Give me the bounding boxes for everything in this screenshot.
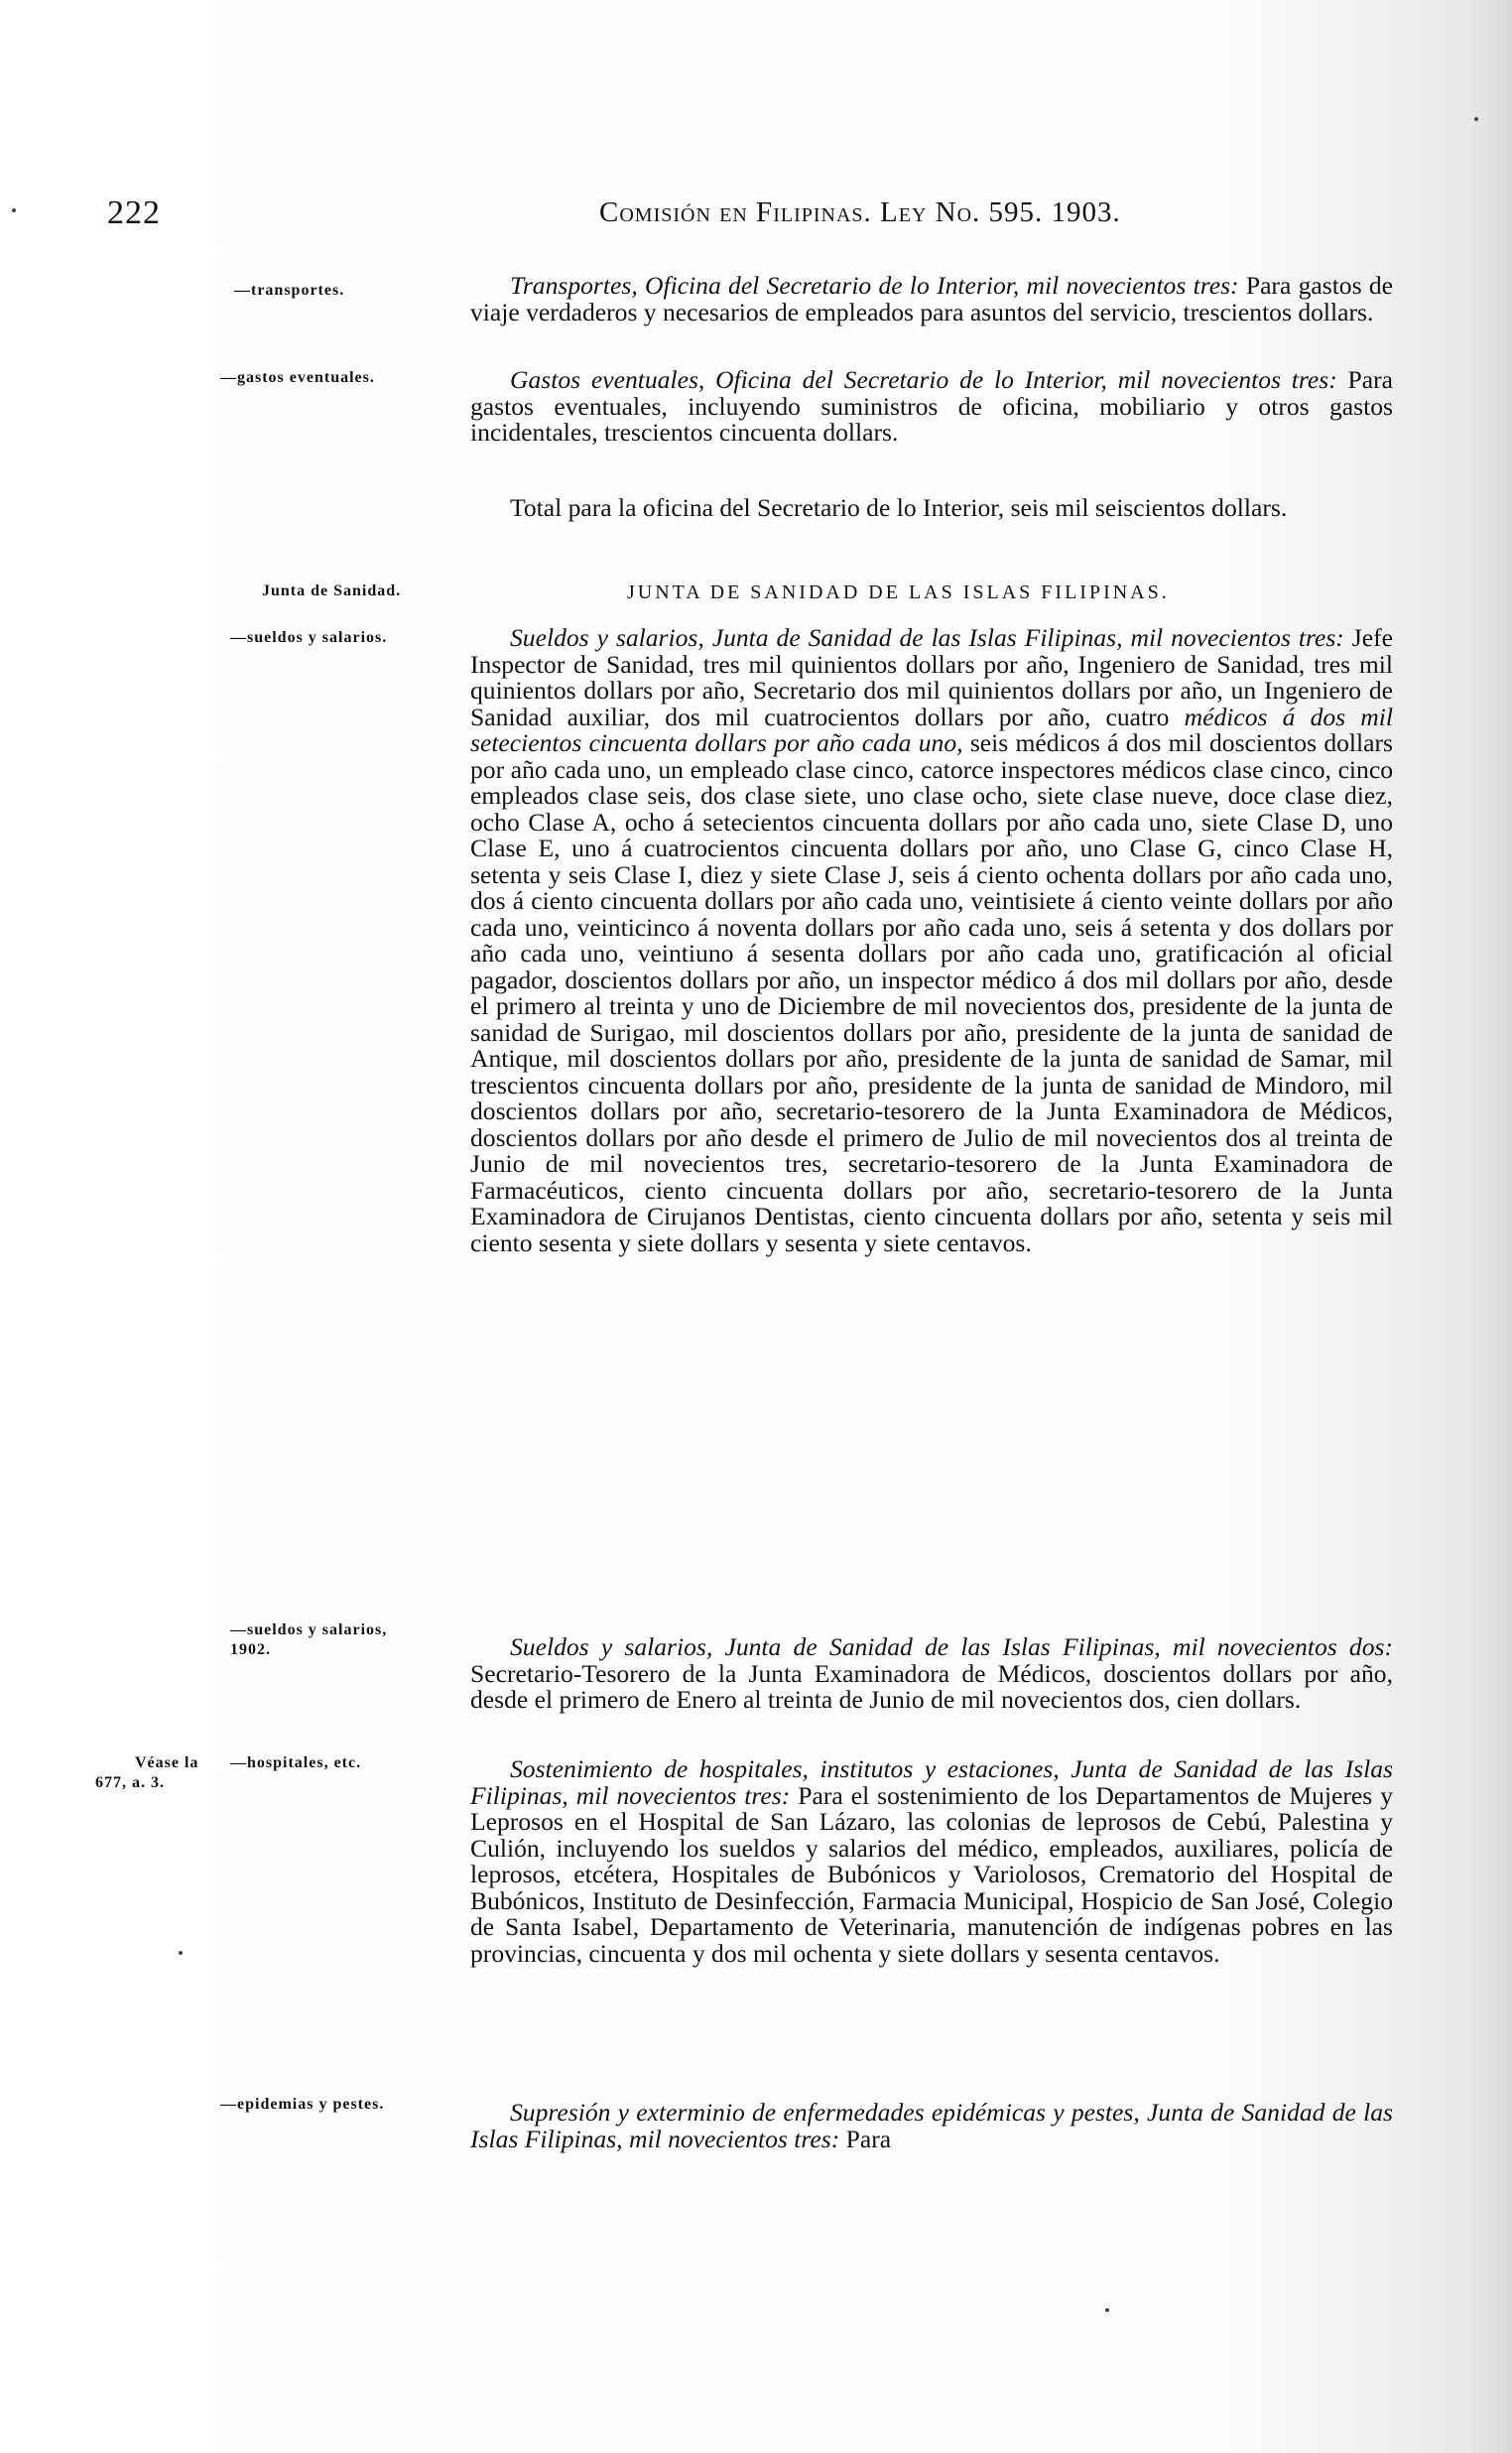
paragraph-lead: Sueldos y salarios, Junta de Sanidad de las Islas Filipinas, mil novecientos tres:: [510, 623, 1344, 652]
ink-speck: [1474, 117, 1478, 121]
margin-note-sueldos-1902-a: —sueldos y salarios,: [230, 1621, 388, 1638]
page-number: 222: [107, 194, 161, 231]
paragraph-body: Para gastos de viaje verdaderos y necesarios de empleados para asuntos del servicio, trescientos dollars.: [470, 271, 1393, 326]
paragraph-sueldos: [470, 625, 1393, 1256]
paragraph-body: Para el sostenimiento de los Departamentos de Mujeres y Leprosos en el Hospital de San Lázaro, las colonias de leprosos de Cebú, Palestina y Culión, incluyendo los sueldos y salarios del médico, empleados, auxiliares, policía de leprosos, etcétera, Hospitales de Bubónicos y Variolosos, Crematorio del Hospital de Bubónicos, Instituto de Desinfección, Farmacia Municipal, Hospicio de San José, Colegio de Santa Isabel, Departamento de Veterinaria, manutención de indígenas pobres en las provincias, cincuenta y dos mil ochenta y siete dollars y sesenta centavos.: [470, 1780, 1394, 1968]
paragraph-body: Secretario-Tesorero de la Junta Examinadora de Médicos, doscientos dollars por año, desde el primero de Enero al treinta de Junio de mil novecientos dos, cien dollars.: [470, 1658, 1393, 1714]
paragraph-transportes: [470, 273, 1393, 325]
paragraph-lead: Supresión y exterminio de enfermedades epidémicas y pestes, Junta de Sanidad de las Islas Filipinas, mil novecientos tres:: [470, 2098, 1393, 2153]
section-heading: JUNTA DE SANIDAD DE LAS ISLAS FILIPINAS.: [627, 581, 1170, 603]
paragraph-hospitales: [470, 1756, 1393, 1967]
ink-speck: [1105, 2308, 1109, 2312]
paragraph-body: Jefe Inspector de Sanidad, tres mil quinientos dollars por año, Ingeniero de Sanidad, tres mil quinientos dollars por año, Secretario dos mil quinientos dollars por año, un Ingeniero de Sanidad auxiliar, dos mil cuatrocientos dollars por año, cuatro: [470, 623, 1393, 731]
paragraph-gastos: [470, 367, 1393, 447]
running-head: Comisión en Filipinas. Ley No. 595. 1903.: [599, 196, 1121, 228]
margin-note-hospitales: —hospitales, etc.: [230, 1754, 362, 1771]
paragraph-lead: Sueldos y salarios, Junta de Sanidad de las Islas Filipinas, mil novecientos dos:: [510, 1632, 1393, 1661]
margin-note-sueldos: —sueldos y salarios.: [230, 629, 388, 646]
paragraph-lead: Gastos eventuales, Oficina del Secretario de lo Interior, mil novecientos tres:: [510, 365, 1337, 394]
margin-note-junta: Junta de Sanidad.: [262, 582, 402, 599]
paragraph-body: Para: [839, 2124, 892, 2153]
margin-note-gastos: —gastos eventuales.: [220, 369, 375, 386]
ink-speck: [12, 208, 16, 212]
margin-note-epidemias: —epidemias y pestes.: [220, 2096, 385, 2113]
paragraph-epidemias: [470, 2100, 1393, 2152]
ink-speck: [179, 1951, 183, 1955]
paragraph-body: Para gastos eventuales, incluyendo suministros de oficina, mobiliario y otros gastos incidentales, trescientos cincuenta dollars.: [470, 365, 1394, 447]
margin-note-sueldos-1902-b: 1902.: [230, 1641, 271, 1658]
margin-note-vease-a: Véase la: [135, 1754, 199, 1771]
paragraph-body: seis médicos á dos mil doscientos dollars por año cada uno, un empleado clase cinco, catorce inspectores médicos clase cinco, cinco empleados clase seis, dos clase siete, uno clase ocho, siete clase nueve, doce clase diez, ocho Clase A, ocho á setecientos cincuenta dollars por año cada uno, siete Clase D, uno Clase E, uno á cuatrocientos cincuenta dollars por año, uno Clase G, cinco Clase H, setenta y seis Clase I, diez y siete Clase J, seis á ciento ochenta dollars por año cada uno, dos á ciento cincuenta dollars por año cada uno, veintisiete á ciento veinte dollars por año cada uno, veinticinco á noventa dollars por año cada uno, seis á setenta y dos dollars por año cada uno, veintiuno á sesenta dollars por año cada uno, gratificación al oficial pagador, doscientos dollars por año, un inspector médico á dos mil dollars por año, desde el primero al treinta y uno de Diciembre de mil novecientos dos, presidente de la junta de sanidad de Surigao, mil doscientos dollars por año, presidente de la junta de sanidad de Antique, mil doscientos dollars por año, presidente de la junta de sanidad de Samar, mil trescientos cincuenta dollars por año, presidente de la junta de sanidad de Mindoro, mil doscientos dollars por año, secretario-tesorero de la Junta Examinadora de Médicos, doscientos dollars por año desde el primero de Julio de mil novecientos dos al treinta de Junio de mil novecientos tres, secretario-tesorero de la Junta Examinadora de Farmacéuticos, ciento cincuenta dollars por año, secretario-tesorero de la Junta Examinadora de Cirujanos Dentistas, ciento cincuenta dollars por año, setenta y seis mil ciento sesenta y siete dollars y sesenta y siete centavos.: [470, 728, 1393, 1257]
paragraph-sueldos-1902: [470, 1634, 1393, 1714]
paragraph-italic-phrase: médicos á dos mil setecientos cincuenta dollars por año cada uno,: [470, 702, 1394, 757]
paragraph-lead: Sostenimiento de hospitales, institutos y estaciones, Junta de Sanidad de las Islas Filipinas, mil novecientos tres:: [470, 1754, 1393, 1810]
margin-note-transportes: —transportes.: [234, 282, 345, 299]
paragraph-lead: Transportes, Oficina del Secretario de lo Interior, mil novecientos tres:: [510, 271, 1239, 300]
paragraph-total: Total para la oficina del Secretario de lo Interior, seis mil seiscientos dollars.: [510, 493, 1288, 522]
margin-note-vease-b: 677, a. 3.: [95, 1774, 165, 1791]
